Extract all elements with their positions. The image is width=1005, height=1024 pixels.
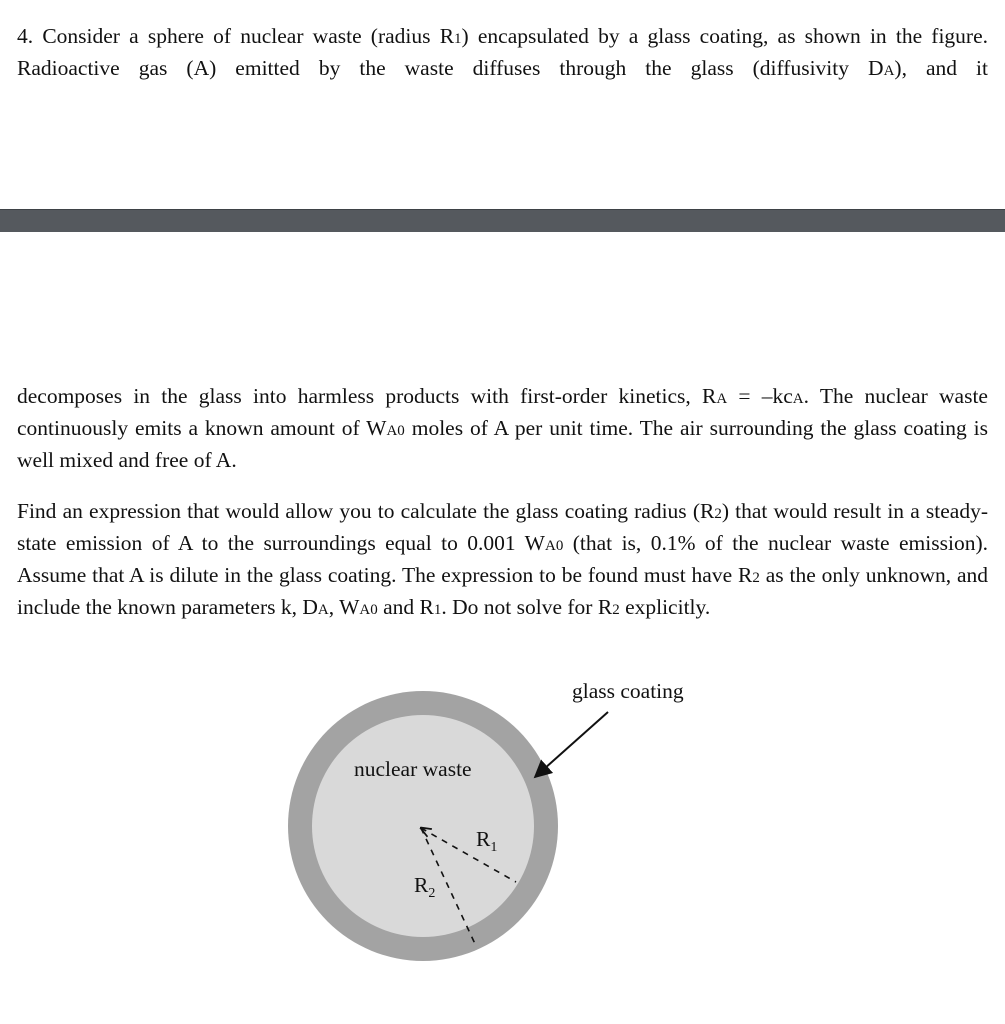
- r1-label: $R_1$: [476, 827, 498, 855]
- problem-intro: 4. Consider a sphere of nuclear waste (radius R1) encapsulated by a glass coating, as shown in the figure. Radioactive gas (A) emitted by the waste diffuses through the glass (diffusivity DA), and it: [17, 24, 989, 80]
- problem-number: 4.: [17, 24, 34, 48]
- problem-continuation: decomposes in the glass into harmless products with first-order kinetics, RA = –kcA. The nuclear waste continuously emits a known amount of WA0 moles of A per unit time. The air surrounding the glass coating is well mixed and free of A.: [17, 384, 988, 472]
- glass-coating-label: glass coating: [572, 679, 684, 703]
- problem-task: Find an expression that would allow you to calculate the glass coating radius (R2) that would result in a steady-state emission of A to the surroundings equal to 0.001 WA0 (that is, 0.1% of the nuclear waste emission). Assume that A is dilute in the glass coating. The expression to be found must have R2 as the only unknown, and include the known parameters k, DA, WA0 and R1. Do not solve for R2 explicitly.: [17, 499, 989, 619]
- sphere-figure: [0, 660, 1005, 990]
- glass-coating-arrow: [535, 712, 608, 777]
- page-divider-bar: [0, 209, 1005, 232]
- nuclear-waste-label: nuclear waste: [354, 757, 472, 781]
- nuclear-waste-core: [312, 715, 534, 937]
- r2-label: $R_2$: [414, 873, 436, 901]
